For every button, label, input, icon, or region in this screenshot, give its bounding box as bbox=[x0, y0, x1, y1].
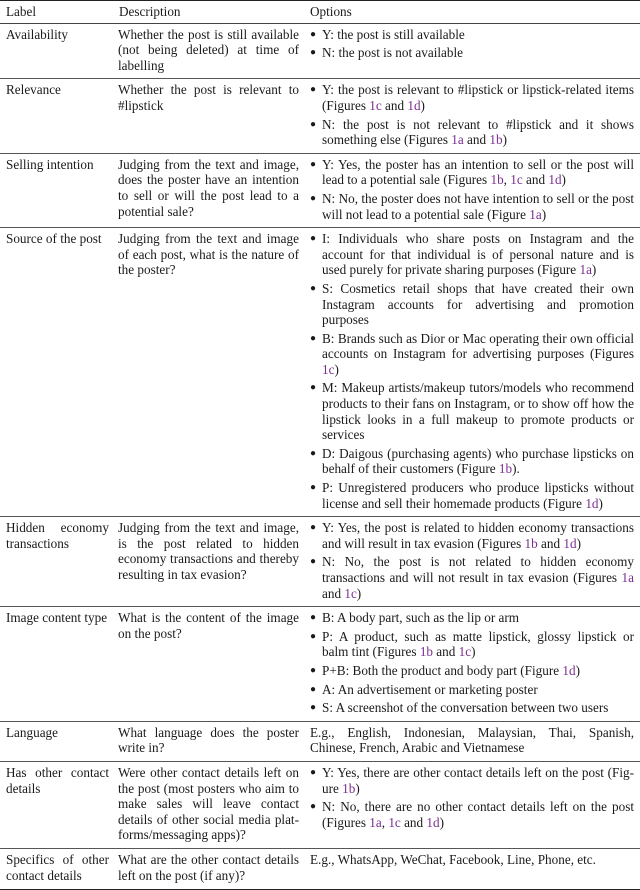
row-options bbox=[304, 23, 640, 79]
header-row bbox=[0, 1, 640, 24]
header-label: Label bbox=[0, 1, 113, 24]
option-item: ● P+B: Both the product and body part (Figure 1d) bbox=[310, 662, 580, 678]
table-row bbox=[0, 153, 640, 227]
options-list bbox=[310, 520, 634, 601]
option-item: ● N: the post is not relevant to #lipstick and it shows something else (Figures 1a and 1b) bbox=[310, 116, 634, 148]
figure-ref-link[interactable]: 1d bbox=[426, 814, 440, 830]
row-description: Whether the post is relevant to #lipstick bbox=[113, 79, 304, 153]
option-item: ● Y: the post is relevant to #lipstick or lipstick-related items (Figures 1c and 1d) bbox=[310, 82, 634, 113]
bullet-icon: ● bbox=[310, 766, 317, 778]
option-item: ● N: No, there are no other contact details left on the post (Figures 1a, 1c and 1d) bbox=[310, 799, 634, 830]
row-label: Has other contact details bbox=[0, 761, 113, 848]
option-item: ● B: A body part, such as the lip or arm bbox=[310, 610, 520, 626]
table-body bbox=[0, 23, 640, 890]
row-description: Judging from the text and image, is the post related to hidden economy transactions and thereby resulting in tax evasion? bbox=[113, 517, 304, 607]
bullet-icon: ● bbox=[310, 664, 317, 676]
table-row bbox=[0, 848, 640, 889]
figure-ref-link[interactable]: 1b bbox=[524, 535, 538, 551]
bullet-icon: ● bbox=[310, 47, 317, 59]
option-item: ● N: No, the post is not related to hidden economy transactions and will not result in tax evasion (Figures 1a and 1c) bbox=[310, 554, 634, 601]
option-item: ● P: Unregistered producers who produce lipsticks without license and sell their homemade products (Figure 1d) bbox=[310, 480, 634, 511]
table-header bbox=[0, 1, 640, 24]
option-item: ● D: Daigous (purchasing agents) who purchase lipsticks on behalf of their customers (Figure 1b). bbox=[310, 445, 634, 477]
option-item: ● B: Brands such as Dior or Mac operating their own official accounts on Instagram for advertising purposes (Figures 1c) bbox=[310, 330, 634, 377]
bullet-icon: ● bbox=[310, 801, 317, 813]
figure-ref-link[interactable]: 1b bbox=[419, 644, 433, 660]
table-row bbox=[0, 228, 640, 517]
row-options bbox=[304, 517, 640, 607]
option-item: ● N: the post is not available bbox=[310, 45, 464, 61]
row-label: Relevance bbox=[0, 79, 113, 153]
row-label: Source of the post bbox=[0, 228, 113, 517]
row-description: Judging from the text and image, does the poster have an intention to sell or will the post lead to a potential sale? bbox=[113, 153, 304, 227]
figure-ref-link[interactable]: 1b bbox=[342, 780, 356, 796]
bullet-icon: ● bbox=[310, 233, 317, 245]
bullet-icon: ● bbox=[310, 482, 317, 494]
bullet-icon: ● bbox=[310, 282, 317, 294]
row-description: What is the content of the image on the post? bbox=[113, 607, 304, 722]
bullet-icon: ● bbox=[310, 332, 317, 344]
figure-ref-link[interactable]: 1d bbox=[563, 535, 577, 551]
table-row bbox=[0, 721, 640, 761]
option-item: ● Y: Yes, the poster has an intention to sell or the post will lead to a potential sale (Figures 1b, 1c and 1d) bbox=[310, 156, 634, 188]
options-list bbox=[310, 231, 634, 511]
option-item: ● I: Individuals who share posts on Instagram and the account for that individual is of personal nature and is used purely for private sharing purposes (Figure 1a) bbox=[310, 231, 634, 278]
bullet-icon: ● bbox=[310, 84, 317, 96]
bullet-icon: ● bbox=[310, 118, 317, 130]
figure-ref-link[interactable]: 1d bbox=[562, 662, 576, 678]
options-list bbox=[310, 610, 634, 716]
figure-ref-link[interactable]: 1a bbox=[369, 814, 382, 830]
options-list bbox=[310, 157, 634, 222]
figure-ref-link[interactable]: 1c bbox=[458, 644, 472, 660]
row-options bbox=[304, 761, 640, 848]
bullet-icon: ● bbox=[310, 522, 317, 534]
figure-ref-link[interactable]: 1b bbox=[490, 172, 504, 188]
bullet-icon: ● bbox=[310, 556, 317, 568]
row-options bbox=[304, 228, 640, 517]
options-list bbox=[310, 27, 634, 61]
table-row bbox=[0, 761, 640, 848]
table-row bbox=[0, 79, 640, 153]
row-options bbox=[304, 153, 640, 227]
row-options-text: E.g., English, Indonesian, Malaysian, Thai, Spanish, Chinese, French, Arabic and Vietnamese bbox=[304, 721, 640, 761]
bullet-icon: ● bbox=[310, 683, 317, 695]
row-label: Availability bbox=[0, 23, 113, 79]
row-description: What language does the poster write in? bbox=[113, 721, 304, 761]
option-item: ● Y: the post is still available bbox=[310, 26, 465, 42]
table-row bbox=[0, 517, 640, 607]
row-options bbox=[304, 607, 640, 722]
figure-ref-link[interactable]: 1a bbox=[529, 206, 542, 222]
row-options-text: E.g., WhatsApp, WeChat, Facebook, Line, Phone, etc. bbox=[310, 851, 596, 867]
row-label: Image content type bbox=[0, 607, 113, 722]
figure-ref-link[interactable]: 1d bbox=[585, 495, 599, 511]
bullet-icon: ● bbox=[310, 612, 317, 624]
figure-ref-link[interactable]: 1b bbox=[489, 132, 503, 148]
header-options: Options bbox=[304, 1, 640, 24]
row-label: Language bbox=[0, 721, 113, 761]
figure-ref-link[interactable]: 1c bbox=[344, 585, 357, 601]
figure-ref-link[interactable]: 1c bbox=[388, 814, 401, 830]
figure-ref-link[interactable]: 1a bbox=[579, 262, 592, 278]
row-label: Hidden economy transactions bbox=[0, 517, 113, 607]
table-row bbox=[0, 23, 640, 79]
option-item: ● P: A product, such as matte lipstick, glossy lipstick or balm tint (Figures 1b and 1c) bbox=[310, 628, 634, 660]
option-item: ● M: Makeup artists/makeup tutors/models who recommend products to their fans on Instagram, or to show off how the lipstick looks in a full makeup to promote products or services bbox=[310, 380, 634, 443]
bullet-icon: ● bbox=[310, 702, 317, 714]
option-item: ● Y: Yes, the post is related to hidden economy transactions and will result in tax evasion (Figures 1b and 1d) bbox=[310, 520, 634, 551]
row-label: Specifics of other contact details bbox=[6, 851, 109, 883]
bullet-icon: ● bbox=[310, 630, 317, 642]
option-item: ● S: A screenshot of the conversation between two users bbox=[310, 700, 609, 716]
figure-ref-link[interactable]: 1a bbox=[451, 132, 464, 148]
bullet-icon: ● bbox=[310, 28, 317, 40]
option-item: ● N: No, the poster does not have intention to sell or the post will not lead to a potential sale (Figure 1a) bbox=[310, 190, 634, 222]
bullet-icon: ● bbox=[310, 192, 317, 204]
figure-ref-link[interactable]: 1d bbox=[548, 172, 562, 188]
option-item: ● S: Cosmetics retail shops that have created their own Instagram accounts for advertising and promotion purposes bbox=[310, 280, 634, 328]
figure-ref-link[interactable]: 1c bbox=[322, 361, 335, 377]
figure-ref-link[interactable]: 1d bbox=[407, 97, 421, 113]
row-description: Judging from the text and image of each post, what is the nature of the poster? bbox=[113, 228, 304, 517]
figure-ref-link[interactable]: 1b bbox=[498, 461, 513, 477]
row-description: Whether the post is still available (not being deleted) at time of labelling bbox=[113, 23, 304, 79]
row-description: What are the other contact details left on the post (if any)? bbox=[118, 851, 299, 883]
row-label: Selling intention bbox=[0, 153, 113, 227]
options-list bbox=[310, 765, 634, 830]
option-item: ● Y: Yes, there are other contact details left on the post (Figure 1b) bbox=[310, 764, 634, 796]
row-description: Were other contact details left on the post (most posters who aim to make sales will leave contact details of other social media platforms/messaging apps)? bbox=[113, 761, 304, 848]
figure-ref-link[interactable]: 1a bbox=[621, 570, 634, 585]
options-list bbox=[310, 82, 634, 147]
header-description: Description bbox=[113, 1, 304, 24]
figure-ref-link[interactable]: 1c bbox=[510, 172, 523, 188]
bullet-icon: ● bbox=[310, 447, 317, 459]
bullet-icon: ● bbox=[310, 382, 317, 394]
figure-ref-link[interactable]: 1c bbox=[369, 97, 382, 113]
option-item: ● A: An advertisement or marketing poster bbox=[310, 681, 538, 697]
table-row bbox=[0, 607, 640, 722]
bullet-icon: ● bbox=[310, 158, 317, 170]
row-options bbox=[304, 79, 640, 153]
